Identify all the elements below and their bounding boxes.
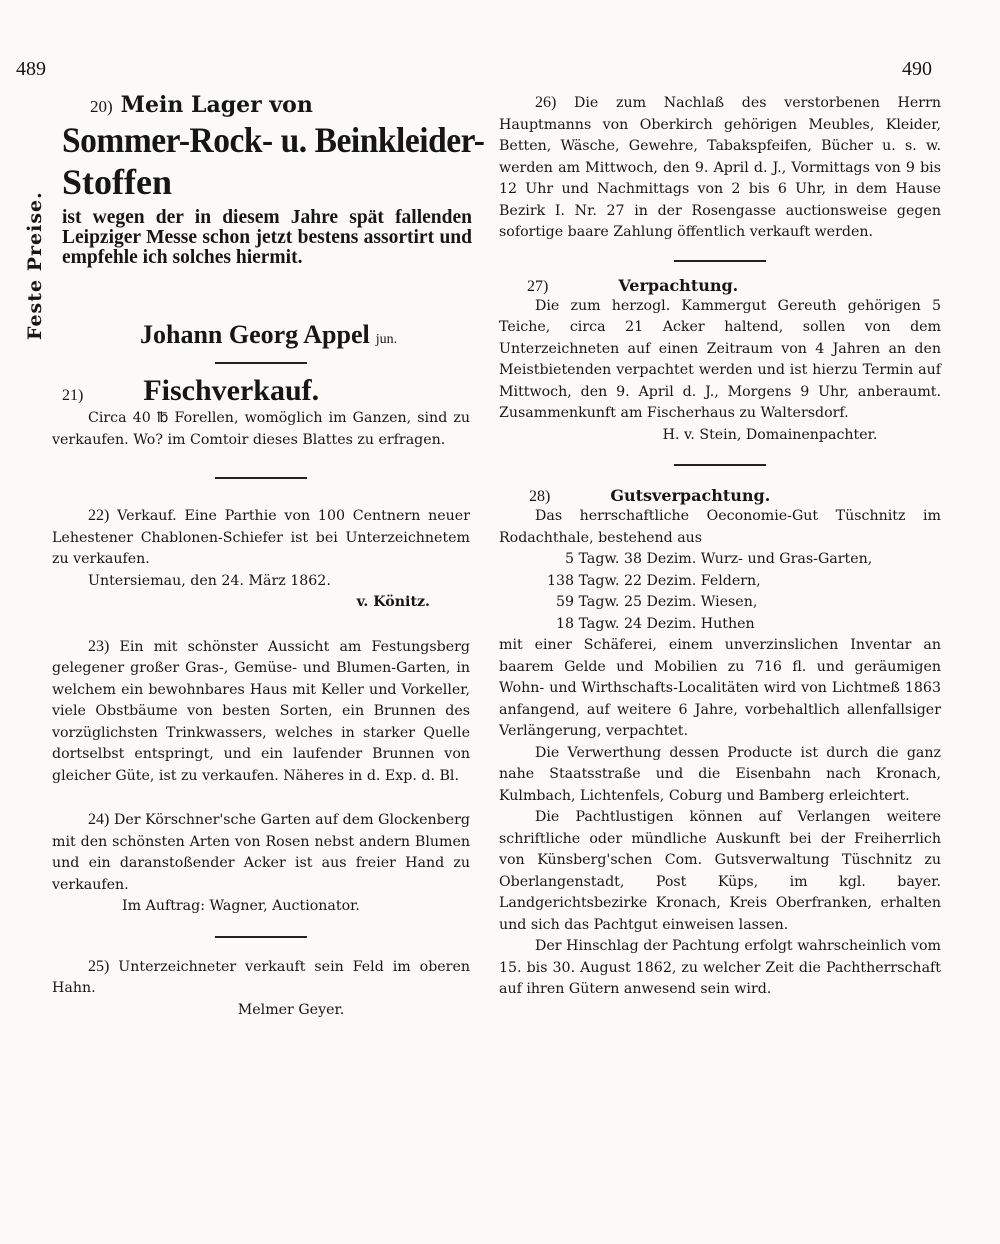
ad-23 — [52, 636, 470, 788]
ad25-signature: Melmer Geyer. — [237, 1001, 345, 1018]
ad28-paragraph: Die Verwerthung dessen Producte ist durch die ganz nahe Staatsstraße und die Eisenbahn nach Kronach, Kulmbach, Lichtenfels, Coburg und Bamberg erleichtert. — [499, 744, 941, 804]
ad22-place-date: Untersiemau, den 24. März 1862. — [88, 572, 331, 589]
ad-28 — [499, 486, 941, 1001]
ad-25 — [52, 956, 470, 1022]
spacer — [52, 787, 470, 809]
left-column — [24, 92, 485, 1021]
ad28-item: 138 Tagw. 22 Dezim. Feldern, — [547, 572, 761, 589]
right-column — [499, 92, 941, 1001]
ad24-number: 24) — [88, 811, 110, 828]
ad20-title-line1: Sommer-Rock- u. Beinkleider- — [62, 120, 485, 160]
ad20-heading — [90, 92, 313, 118]
ad25-body — [52, 956, 470, 1000]
ad28-paragraph: Die Pachtlustigen können auf Verlangen weitere schriftliche oder mündliche Auskunft bei der Freiherrlich von Künsberg'schen Com. Gutsverwaltung Tüschnitz zu Oberlangenstadt, Post Küps, im kgl. bayer. Landgerichtsbezirke Kronach, Kreis Oberfranken, erhalten und sich das Pachtgut einweisen lassen. — [499, 809, 941, 933]
ad-26 — [499, 92, 941, 244]
ad20-side-label: Feste Preise. — [24, 191, 46, 340]
divider — [215, 477, 307, 479]
page-number-right: 490 — [902, 58, 932, 80]
ad25-text: Unterzeichneter verkauft sein Feld im oberen Hahn. — [52, 958, 470, 996]
ad27-title: Verpachtung. — [618, 275, 739, 295]
ad22-text: Verkauf. Eine Parthie von 100 Centnern neuer Lehestener Chablonen-Schiefer ist bei Unterzeichnetem zu verkaufen. — [52, 508, 470, 567]
ad21-title: Fischverkauf. — [143, 374, 320, 407]
ad20-body: ist wegen der in diesem Jahre spät fallenden Leipziger Messe schon jetzt bestens assortirt und empfehle ich solches hiermit. — [62, 207, 472, 268]
ad20-head-text: Mein Lager von — [120, 92, 313, 118]
ad27-heading — [527, 276, 941, 296]
ad28-paragraph: mit einer Schäferei, einem unverzinslichen Inventar an baarem Gelde und Mobilien zu 716 fl. und geräumigen Wohn- und Wirthschafts-Localitäten wird von Lichtmeß 1863 anfangend, auf weitere 6 Jahre, vorbehaltlich allenfallsiger Verlängerung, verpachtet. — [499, 637, 941, 739]
ad28-heading — [529, 486, 941, 506]
ad28-item: 59 Tagw. 25 Dezim. Wiesen, — [556, 594, 758, 610]
ad-27 — [499, 276, 941, 447]
ad25-number: 25) — [88, 957, 110, 975]
ad28-item: 18 Tagw. 24 Dezim. Huthen — [556, 615, 755, 632]
ad28-item: 5 Tagw. 38 Dezim. Wurz- und Gras-Garten, — [565, 551, 873, 567]
ad23-body — [52, 636, 470, 788]
ad22-body — [52, 505, 470, 571]
ad24-signature: Im Auftrag: Wagner, Auctionator. — [122, 898, 360, 914]
ad26-number: 26) — [535, 94, 557, 111]
ad28-title: Gutsverpachtung. — [610, 486, 771, 505]
ad23-number: 23) — [88, 637, 110, 655]
ad28-intro: Das herrschaftliche Oeconomie-Gut Tüschnitz im Rodachthale, bestehend aus — [499, 508, 941, 546]
ad22-signature: v. Könitz. — [356, 594, 430, 610]
ad-24 — [52, 809, 470, 918]
ad20-title-line2: Stoffen — [62, 162, 172, 202]
ad27-number: 27) — [527, 277, 549, 295]
ad20-number: 20) — [90, 97, 113, 116]
ad20-signature — [140, 320, 397, 350]
ad28-items — [499, 549, 941, 635]
ad27-signature: H. v. Stein, Domainenpachter. — [662, 426, 878, 443]
ad24-body — [52, 809, 470, 896]
ad27-body: Die zum herzogl. Kammergut Gereuth gehörigen 5 Teiche, circa 21 Acker haltend, sollen von dem Unterzeichneten auf einen Zeitraum von 4 Jahren an den Meistbietenden verpachtet werden und ist hierzu Termin auf Mittwoch, den 9. April d. J., Morgens 9 Uhr, anberaumt. Zusammenkunft am Fischerhaus zu Waltersdorf. — [499, 297, 941, 421]
ad28-number: 28) — [529, 488, 551, 505]
page-number-left: 489 — [16, 58, 46, 80]
ad22-number: 22) — [88, 507, 110, 524]
ad23-text: Ein mit schönster Aussicht am Festungsberg gelegener großer Gras-, Gemüse- und Blumen-Garten, in welchem ein bewohnbares Haus mit Keller und Vorkeller, viele Obstbäume von besten Sorten, ein Brunnen des vorzüglichsten Trinkwassers, welches in starker Quelle dortselbst entspringt, und ein laufender Brunnen von gleicher Güte, ist zu verkaufen. Näheres in d. Exp. d. Bl. — [52, 638, 470, 784]
ad20-sign-name: Johann Georg Appel — [140, 320, 370, 349]
ad26-text: Die zum Nachlaß des verstorbenen Herrn Hauptmanns von Oberkirch gehörigen Meubles, Kleider, Betten, Wäsche, Gewehre, Tabakspfeifen, Bücher u. s. w. werden am Mittwoch, den 9. April d. J., Vormittags von 9 bis 12 Uhr und Nachmittags von 2 bis 6 Uhr, in dem Hause Bezirk I. Nr. 27 in der Rosengasse auctionsweise gegen sofortige baare Zahlung öffentlich verkauft werden. — [499, 95, 941, 240]
divider — [674, 464, 766, 466]
ad21-body: Circa 40 ℔ Forellen, womöglich im Ganzen, sind zu verkaufen. Wo? im Comtoir dieses Blattes zu erfragen. — [52, 410, 470, 448]
ad20-sign-suffix: jun. — [375, 332, 398, 347]
divider — [215, 936, 307, 938]
divider — [215, 362, 307, 364]
ad-22 — [52, 505, 470, 614]
ad-21 — [52, 374, 470, 451]
ad28-paragraph: Der Hinschlag der Pachtung erfolgt wahrscheinlich vom 15. bis 30. August 1862, zu welcher Zeit die Pachtherrschaft auf ihren Gütern anwesend sein wird. — [499, 938, 941, 997]
ad-20 — [24, 92, 485, 349]
ad21-number: 21) — [62, 387, 84, 404]
spacer — [52, 614, 470, 636]
ad26-body — [499, 92, 941, 244]
ad21-heading — [62, 374, 470, 408]
ad24-text: Der Körschner'sche Garten auf dem Glockenberg mit den schönsten Arten von Rosen nebst andern Blumen und ein daranstoßender Acker ist aus freier Hand zu verkaufen. — [52, 812, 470, 893]
divider — [674, 260, 766, 262]
